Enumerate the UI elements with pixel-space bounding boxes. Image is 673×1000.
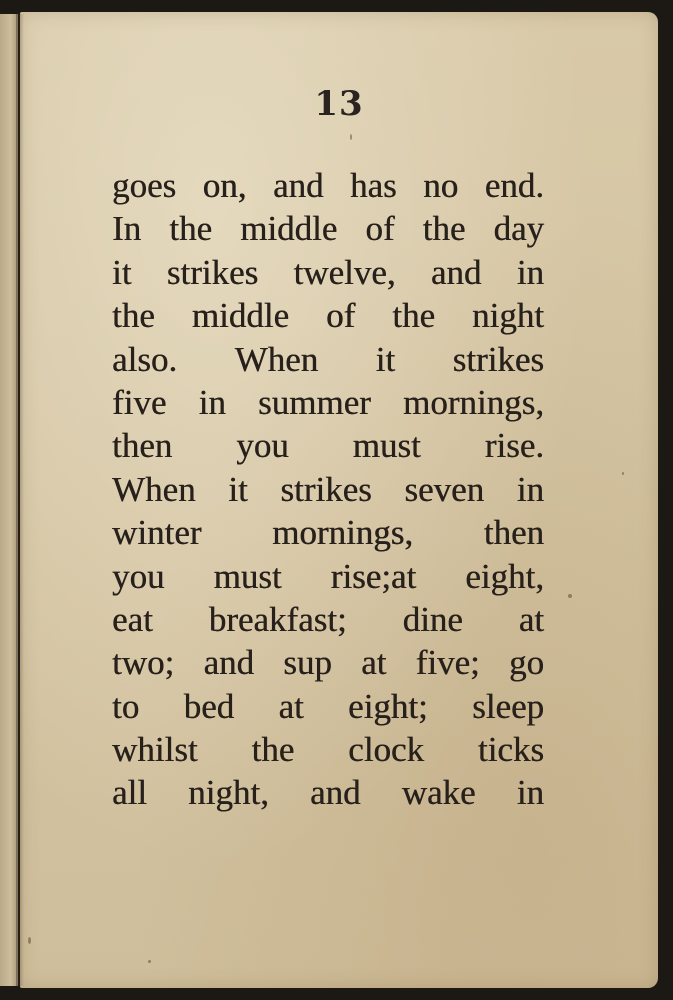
text-word: to: [112, 686, 140, 726]
text-line: [112, 207, 544, 250]
text-word: sup: [283, 643, 332, 683]
text-word: in: [516, 773, 544, 813]
text-line: [112, 164, 544, 207]
text-word: it: [112, 252, 132, 292]
text-word: the: [251, 730, 295, 770]
text-word: mornings,: [272, 513, 414, 553]
text-word: and: [310, 773, 361, 813]
text-word: in: [198, 382, 226, 422]
text-word: it: [375, 339, 396, 379]
text-line: [112, 424, 544, 467]
text-word: then: [112, 426, 173, 466]
text-word: and: [203, 643, 255, 683]
text-line: [112, 511, 544, 554]
paper-speck: [350, 134, 352, 140]
text-word: dine: [402, 599, 463, 639]
text-word: In: [112, 209, 142, 249]
text-line: [112, 251, 544, 294]
paper-speck: [28, 937, 31, 944]
text-line: [112, 468, 544, 511]
text-word: strikes: [166, 252, 259, 292]
text-word: twelve,: [293, 252, 396, 292]
text-word: go: [508, 643, 544, 683]
text-word: end.: [484, 166, 544, 205]
text-word: then: [483, 513, 544, 553]
text-word: five: [112, 382, 167, 422]
text-word: the: [392, 296, 435, 336]
text-word: two;: [112, 643, 175, 683]
text-word: all: [112, 773, 147, 813]
text-word: no: [423, 166, 459, 205]
text-word: strikes: [280, 469, 372, 509]
text-word: you: [236, 426, 289, 466]
text-word: the: [422, 209, 466, 249]
text-word: you: [112, 556, 165, 596]
text-word: the: [112, 296, 155, 336]
text-word: has: [350, 166, 397, 205]
text-word: wake: [401, 773, 476, 813]
text-word: and: [272, 166, 324, 205]
text-word: strikes: [452, 339, 544, 379]
text-word: in: [516, 469, 544, 509]
text-line: [112, 294, 544, 337]
text-line: [112, 771, 544, 814]
text-word: mornings,: [402, 382, 544, 422]
text-word: rise.: [484, 426, 544, 466]
text-word: sleep: [472, 686, 544, 726]
text-word: eight;: [348, 686, 428, 726]
gutter-shadow: [16, 14, 24, 986]
paper-speck: [622, 472, 624, 475]
text-word: bed: [183, 686, 235, 726]
text-word: rise;at: [330, 556, 417, 596]
text-word: winter: [112, 513, 202, 553]
text-word: night,: [188, 773, 269, 813]
text-word: at: [278, 686, 304, 726]
text-word: of: [365, 209, 395, 249]
text-word: at: [361, 643, 387, 683]
paper-speck: [148, 960, 151, 963]
text-word: at: [518, 599, 544, 639]
text-word: When: [234, 339, 319, 379]
text-word: it: [228, 469, 248, 509]
text-word: middle: [191, 296, 290, 336]
text-line: [112, 338, 544, 381]
text-word: seven: [404, 469, 485, 509]
text-word: clock: [348, 730, 424, 770]
book-page: [20, 12, 658, 988]
text-word: summer: [258, 382, 371, 422]
text-word: of: [326, 296, 356, 336]
text-word: must: [352, 426, 421, 466]
page-number: 13: [314, 84, 364, 124]
text-line: [112, 598, 544, 641]
page-text-block: [112, 164, 544, 815]
text-line: [112, 685, 544, 728]
text-line: [112, 381, 544, 424]
text-word: night: [472, 296, 544, 336]
text-word: day: [493, 209, 544, 249]
text-word: and: [430, 252, 482, 292]
text-word: eight,: [465, 556, 544, 596]
text-word: goes: [112, 166, 177, 205]
text-word: eat: [112, 599, 153, 639]
text-word: on,: [202, 166, 247, 205]
text-word: the: [169, 209, 212, 249]
paper-speck: [568, 594, 572, 598]
text-line: [112, 555, 544, 598]
text-word: ticks: [477, 730, 544, 770]
text-word: in: [516, 252, 544, 292]
text-word: whilst: [112, 730, 198, 770]
text-word: must: [213, 556, 282, 596]
text-line: [112, 641, 544, 684]
text-word: middle: [240, 209, 338, 249]
text-line: [112, 728, 544, 771]
text-word: breakfast;: [208, 599, 347, 639]
text-word: also.: [112, 339, 178, 379]
text-word: When: [112, 469, 196, 509]
text-word: five;: [415, 643, 480, 683]
